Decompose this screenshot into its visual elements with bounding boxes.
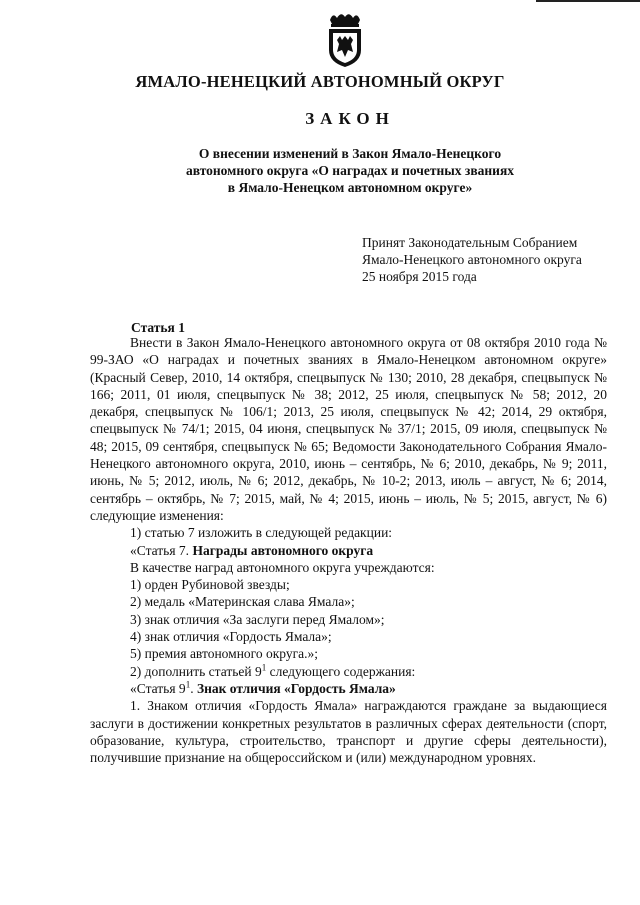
award-list-item: 1) орден Рубиновой звезды; — [130, 577, 290, 593]
article-7-intro: В качестве наград автономного округа учреждаются: — [130, 559, 435, 575]
article-9-1-paragraph-1: 1. Знаком отличия «Гордость Ямала» награждаются граждане за выдающиеся заслуги в достижении конкретных результатов в различных сферах деятельности (спорт, образование, культура, строительство, транспорт и другие сферы деятельности), получившие признание на общероссийском и (или) международном уровнях. — [90, 698, 607, 766]
article-9-1-heading — [90, 680, 607, 697]
adoption-line: Принят Законодательным Собранием — [362, 235, 578, 250]
article-7-heading — [90, 542, 607, 559]
law-subject-line: автономного округа «О наградах и почетных званиях — [185, 163, 515, 178]
amendment-item-2 — [90, 663, 607, 680]
law-subject-line: в Ямало-Ненецком автономном округе» — [227, 180, 473, 195]
scan-edge-line — [536, 0, 640, 2]
award-list-item: 5) премия автономного округа.»; — [130, 646, 319, 662]
article-9-1-title: Знак отличия «Гордость Ямала» — [196, 680, 396, 696]
superscript: 1 — [185, 679, 191, 690]
amendment-item-2-text: 2) дополнить статьей 9 — [130, 663, 262, 679]
law-label: ЗАКОН — [305, 109, 395, 128]
article-9-1-prefix: «Статья 9 — [130, 680, 186, 696]
amendment-item-2-rest: следующего содержания: — [266, 663, 416, 679]
award-list-item: 4) знак отличия «Гордость Ямала»; — [130, 629, 332, 645]
article-7-prefix: «Статья 7. — [130, 542, 193, 558]
adoption-line: Ямало-Ненецкого автономного округа — [362, 252, 582, 267]
award-list-item: 2) медаль «Материнская слава Ямала»; — [130, 594, 355, 610]
article-1-body — [90, 334, 607, 766]
article-1-heading: Статья 1 — [131, 320, 185, 335]
amendment-item-1: 1) статью 7 изложить в следующей редакции: — [130, 525, 393, 541]
article-9-1-dot: . — [190, 680, 197, 696]
award-list-item: 3) знак отличия «За заслуги перед Ямалом»; — [130, 611, 385, 627]
law-subject — [100, 145, 600, 196]
superscript: 1 — [261, 662, 267, 673]
article-7-title: Награды автономного округа — [192, 542, 374, 558]
article-1-intro: Внести в Закон Ямало-Ненецкого автономного округа от 08 октября 2010 года № 99-ЗАО «О наградах и почетных званиях в Ямало-Ненецком автономном округе» (Красный Север, 2010, 14 октября, спецвыпуск № 130; 2010, 28 декабря, спецвыпуск № 166; 2011, 01 июля, спецвыпуск № 38; 2012, 25 июля, спецвыпуск № 58; 2012, 20 декабря, спецвыпуск № 106/1; 2013, 25 июля, спецвыпуск № 42; 2014, 29 октября, спецвыпуск № 74/1; 2015, 04 июня, спецвыпуск № 37/1; 2015, 09 июля, спецвыпуск № 48; 2015, 09 сентября, спецвыпуск № 65; Ведомости Законодательного Собрания Ямало-Ненецкого автономного округа, 2010, июнь – сентябрь, № 6; 2010, декабрь, № 9; 2011, июнь, № 5; 2012, июль, № 6; 2012, декабрь, № 10-2; 2013, июль – август, № 6; 2014, сентябрь – октябрь, № 7; 2015, май, № 4; 2015, июнь – июль, № 5; 2015, август, № 6) следующие изменения: — [90, 335, 607, 523]
adoption-date: 25 ноября 2015 года — [362, 269, 477, 284]
region-title: ЯМАЛО-НЕНЕЦКИЙ АВТОНОМНЫЙ ОКРУГ — [135, 72, 505, 91]
adoption-block — [362, 234, 632, 285]
coat-of-arms-emblem — [322, 10, 368, 68]
law-subject-line: О внесении изменений в Закон Ямало-Ненецкого — [198, 146, 502, 161]
